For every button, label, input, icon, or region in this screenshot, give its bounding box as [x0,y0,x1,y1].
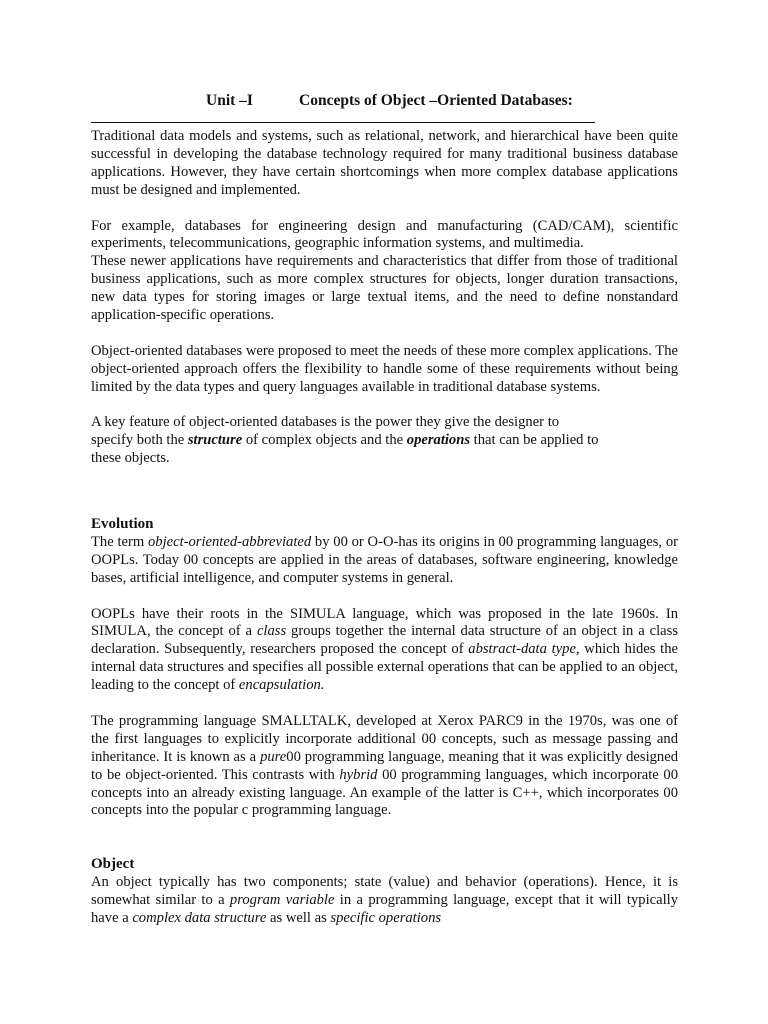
intro-paragraph-1: Traditional data models and systems, such as relational, network, and hierarchical have been quite successful in developing the database technology required for many traditional business database applications. However, they have certain shortcomings when more complex database applications must be designed and implemented. [91,128,678,198]
intro-section [91,128,678,468]
evolution-paragraph-3 [91,713,678,820]
emphasis-term: encapsulation. [238,677,325,694]
emphasis-term: specific operations [330,909,442,926]
text-run: The term [91,533,148,550]
evolution-paragraph-2 [91,606,678,696]
emphasis-term: pure [260,748,287,765]
evolution-section [91,516,678,820]
text-run: An object typically has two components; state (value) and behavior (operations). Hence, it is somewhat similar to a [91,873,678,908]
text-run: that can be applied to [470,432,599,449]
text-run: 00 programming languages, which incorporate 00 concepts into an already existing language. An example of the latter is C++, which incorporates 00 concepts into the popular c programming language. [91,766,678,819]
intro-paragraph-2: For example, databases for engineering design and manufacturing (CAD/CAM), scientific experiments, telecommunications, geographic information systems, and multimedia. [91,217,678,252]
emphasis-term: abstract-data type, [468,641,580,658]
structure-term: structure [187,432,243,449]
page-title [206,92,573,110]
text-run: A key feature of object-oriented databases is the power they give the designer to [91,414,560,431]
text-run: The programming language SMALLTALK, developed at Xerox PARC9 in the 1970s, was one of the first languages to explicitly incorporate additional 00 concepts, such as message passing and inheritance. It is known as a [91,712,678,765]
text-run: OOPLs have their roots in the SIMULA language, which was proposed in the late 1960s. In SIMULA, the concept of a [91,605,678,640]
evolution-paragraph-1 [91,534,678,588]
text-run: by 00 or O-O-has its origins in 00 programming languages, or OOPLs. Today 00 concepts are applied in the areas of databases, software engineering, knowledge bases, artificial intelligence, and computer systems in general. [91,533,678,586]
text-run: specify both the [91,432,188,449]
emphasis-term: object-oriented-abbreviated [147,533,312,550]
title-heading: Concepts of Object –Oriented Databases: [299,92,573,109]
evolution-heading: Evolution [91,516,154,532]
emphasis-term: hybrid [339,766,378,783]
text-run: of complex objects and the [242,432,407,449]
text-run: in a programming language, except that it will typically have a [91,891,678,926]
emphasis-term: complex data structure [132,909,267,926]
object-section [91,856,678,928]
intro-paragraph-3: These newer applications have requirements and characteristics that differ from those of traditional business applications, such as more complex structures for objects, longer duration transactions, new data types for storing images or large textual items, and the need to define nonstandard application-specific operations. [91,253,678,324]
intro-paragraph-4: Object-oriented databases were proposed to meet the needs of these more complex applications. The object-oriented approach offers the flexibility to handle some of these requirements without being limited by the data types and query languages available in traditional database systems. [91,342,678,395]
emphasis-term: program variable [229,891,335,908]
text-run: which hides the internal data structures and specifies all possible external operations that can be applied to an object, leading to the concept of [91,641,679,694]
text-run: 00 programming language, meaning that it was explicitly designed to be object-oriented. This contrasts with [91,748,679,783]
object-paragraph-1 [91,874,678,928]
object-heading: Object [91,856,135,872]
unit-label: Unit –I [206,92,253,109]
text-run: these objects. [91,450,170,467]
text-run: as well as [266,909,331,926]
text-run: groups together the internal data structure of an object in a class declaration. Subsequently, researchers proposed the concept of [91,623,678,658]
title-underline [91,122,595,123]
operations-term: operations [406,432,471,449]
intro-paragraph-5 [91,414,678,468]
emphasis-term: class [256,623,287,640]
